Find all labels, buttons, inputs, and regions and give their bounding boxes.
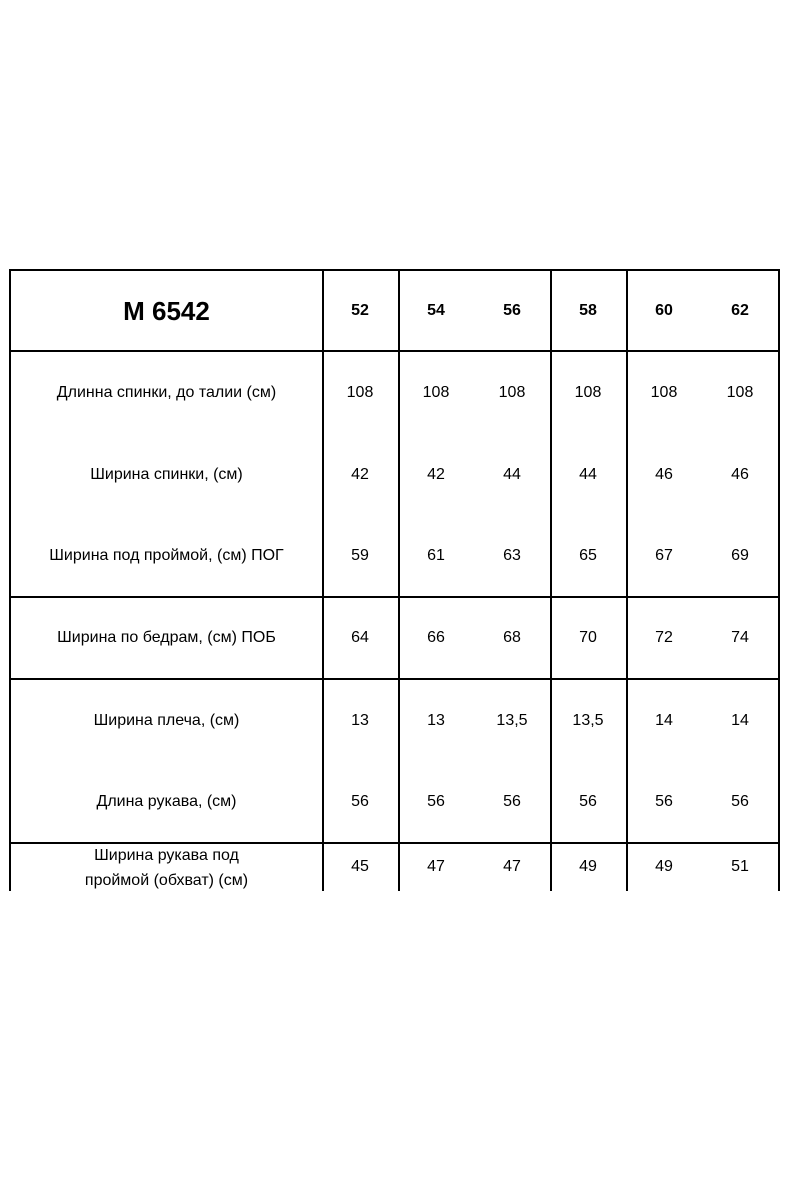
table-cell: 46 <box>655 466 673 483</box>
table-cell: 69 <box>731 547 749 564</box>
table-cell: 46 <box>731 466 749 483</box>
table-cell: 47 <box>427 858 445 875</box>
table-cell: 74 <box>731 629 749 646</box>
table-cell: 108 <box>422 384 450 401</box>
table-cell: 65 <box>579 547 597 564</box>
table-cell: 108 <box>726 384 754 401</box>
row-label-sleeve-width <box>11 844 322 891</box>
table-cell: 68 <box>503 629 521 646</box>
row-label-hip-width: Ширина по бедрам, (см) ПОБ <box>57 629 276 646</box>
table-cell: 61 <box>427 547 445 564</box>
table-cell: 47 <box>503 858 521 875</box>
table-cell: 108 <box>346 384 374 401</box>
table-cell: 56 <box>351 793 369 810</box>
table-cell: 64 <box>351 629 369 646</box>
table-cell: 108 <box>650 384 678 401</box>
size-header-54: 54 <box>427 301 445 319</box>
size-header-56: 56 <box>503 301 521 319</box>
table-cell: 108 <box>574 384 602 401</box>
row-label-line: проймой (обхват) (см) <box>84 871 249 889</box>
table-cell: 56 <box>503 793 521 810</box>
table-cell: 49 <box>579 858 597 875</box>
size-header-58: 58 <box>579 301 597 319</box>
table-border-right <box>778 269 780 891</box>
table-cell: 13,5 <box>496 712 528 729</box>
table-cell: 42 <box>427 466 445 483</box>
table-cell: 49 <box>655 858 673 875</box>
row-label-shoulder-width: Ширина плеча, (см) <box>93 712 240 729</box>
table-cell: 108 <box>498 384 526 401</box>
table-cell: 63 <box>503 547 521 564</box>
table-cell: 56 <box>427 793 445 810</box>
table-cell: 56 <box>579 793 597 810</box>
table-cell: 56 <box>655 793 673 810</box>
table-cell: 56 <box>731 793 749 810</box>
table-cell: 59 <box>351 547 369 564</box>
table-cell: 66 <box>427 629 445 646</box>
table-cell: 72 <box>655 629 673 646</box>
table-cell: 42 <box>351 466 369 483</box>
table-cell: 45 <box>351 858 369 875</box>
table-cell: 13,5 <box>572 712 604 729</box>
size-header-62: 62 <box>731 301 749 319</box>
table-cell: 67 <box>655 547 673 564</box>
table-cell: 13 <box>351 712 369 729</box>
table-cell: 44 <box>579 466 597 483</box>
size-table <box>9 269 780 891</box>
row-label-back-length: Длинна спинки, до талии (см) <box>56 384 277 401</box>
table-cell: 13 <box>427 712 445 729</box>
row-label-back-width: Ширина спинки, (см) <box>90 466 243 483</box>
row-label-chest-width: Ширина под проймой, (см) ПОГ <box>49 547 284 564</box>
model-title: М 6542 <box>123 295 210 326</box>
row-label-line: Ширина рукава под <box>94 846 239 864</box>
table-cell: 44 <box>503 466 521 483</box>
table-cell: 14 <box>655 712 673 729</box>
table-cell: 14 <box>731 712 749 729</box>
table-cell: 51 <box>731 858 749 875</box>
size-header-52: 52 <box>351 301 369 319</box>
row-label-sleeve-length: Длина рукава, (см) <box>96 793 237 810</box>
size-header-60: 60 <box>655 301 673 319</box>
table-cell: 70 <box>579 629 597 646</box>
